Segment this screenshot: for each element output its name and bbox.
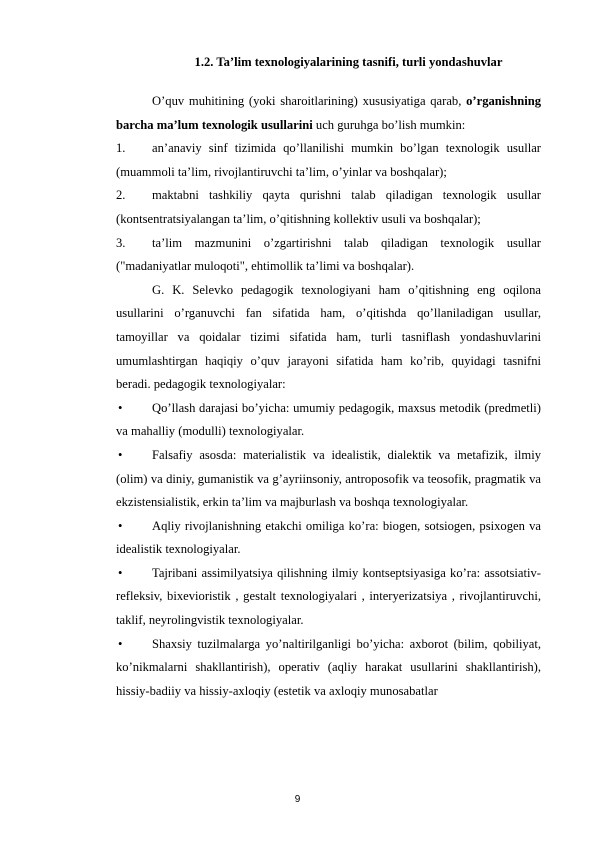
bullet-marker: • (118, 636, 123, 651)
intro-bold: o’rganishning barcha ma’lum texnologik usullarini (116, 94, 541, 132)
selevko-paragraph: G. K. Selevko pedagogik texnologiyani ham o’qitishning eng oqilona usullarini o’rganuvchi fan sifatida ham, o’qitishda qo’llaniladigan usullar, tamoyillar va qoidalar tizimi sifatida ham, turli tasniflash yondashuvlarini umumlashtirgan haqiqiy o’quv jarayoni sifatida ham ko’rib, quyidagi tasnifni beradi. pedagogik texnologiyalar: (116, 282, 541, 392)
numbered-item (116, 232, 541, 279)
bullet-item (116, 515, 541, 562)
bullet-text: Shaxsiy tuzilmalarga yo’naltirilganligi bo’yicha: axborot (bilim, qobiliyat, ko’nikmalarni shakllantirish), operativ (aqliy harakat usullarini shakllantirish), hissiy-badiiy va hissiy-axloqiy (estetik va axloqiy munosabatlar (116, 636, 541, 698)
bullet-item (116, 562, 541, 633)
intro-start: O’quv muhitining (yoki sharoitlarining) xususiyatiga qarab, (152, 94, 467, 108)
intro-paragraph (116, 90, 541, 137)
numbered-item (116, 184, 541, 231)
page-number: 9 (294, 794, 301, 805)
item-text: ta’lim mazmunini o’zgartirishni talab qiladigan texnologik usullar ("madaniyatlar muloqoti", ehtimollik ta’limi va boshqalar). (116, 235, 541, 274)
item-number: 3. (116, 235, 126, 250)
page-content (116, 50, 541, 703)
bullet-text: Aqliy rivojlanishning etakchi omiliga ko’ra: biogen, sotsiogen, psixogen va idealistik texnologiyalar. (116, 518, 541, 557)
bullet-item (116, 397, 541, 444)
bullet-marker: • (118, 518, 123, 533)
numbered-item (116, 137, 541, 184)
numbered-list (116, 137, 541, 279)
bullet-text: Falsafiy asosda: materialistik va idealistik, dialektik va metafizik, ilmiy (olim) va diniy, gumanistik va g’ayriinsoniy, antroposofik va teosofik, pragmatik va ekzistensialistik, erkin ta’lim va majburlash va boshqa texnologiyalar. (116, 447, 541, 510)
item-number: 1. (116, 141, 126, 156)
item-text: an’anaviy sinf tizimida qo’llanilishi mumkin bo’lgan texnologik usullar (muammoli ta’lim, rivojlantiruvchi ta’lim, o’yinlar va boshqalar); (116, 141, 541, 179)
bullet-marker: • (118, 565, 123, 580)
bullet-marker: • (118, 447, 123, 462)
bullet-list (116, 397, 541, 704)
section-heading: 1.2. Ta’lim texnologiyalarining tasnifi, turli yondashuvlar (194, 55, 503, 69)
item-number: 2. (116, 188, 126, 203)
bullet-text: Qo’llash darajasi bo’yicha: umumiy pedagogik, maxsus metodik (predmetli) va mahalliy (modulli) texnologiyalar. (116, 400, 541, 439)
bullet-marker: • (118, 400, 123, 415)
intro-end: uch guruhga bo’lish mumkin: (312, 117, 466, 132)
bullet-item (116, 444, 541, 515)
bullet-item (116, 633, 541, 704)
item-text: maktabni tashkiliy qayta qurishni talab qiladigan texnologik usullar (kontsentratsiyalangan ta’lim, o’qitishning kollektiv usuli va boshqalar); (116, 188, 541, 226)
bullet-text: Tajribani assimilyatsiya qilishning ilmiy kontseptsiyasiga ko’ra: assotsiativ-refleksiv, bixevioristik , gestalt texnologiyalari , interyerizatsiya , rivojlantiruvchi, taklif, neyrolingvistik texnologiyalar. (116, 565, 541, 628)
